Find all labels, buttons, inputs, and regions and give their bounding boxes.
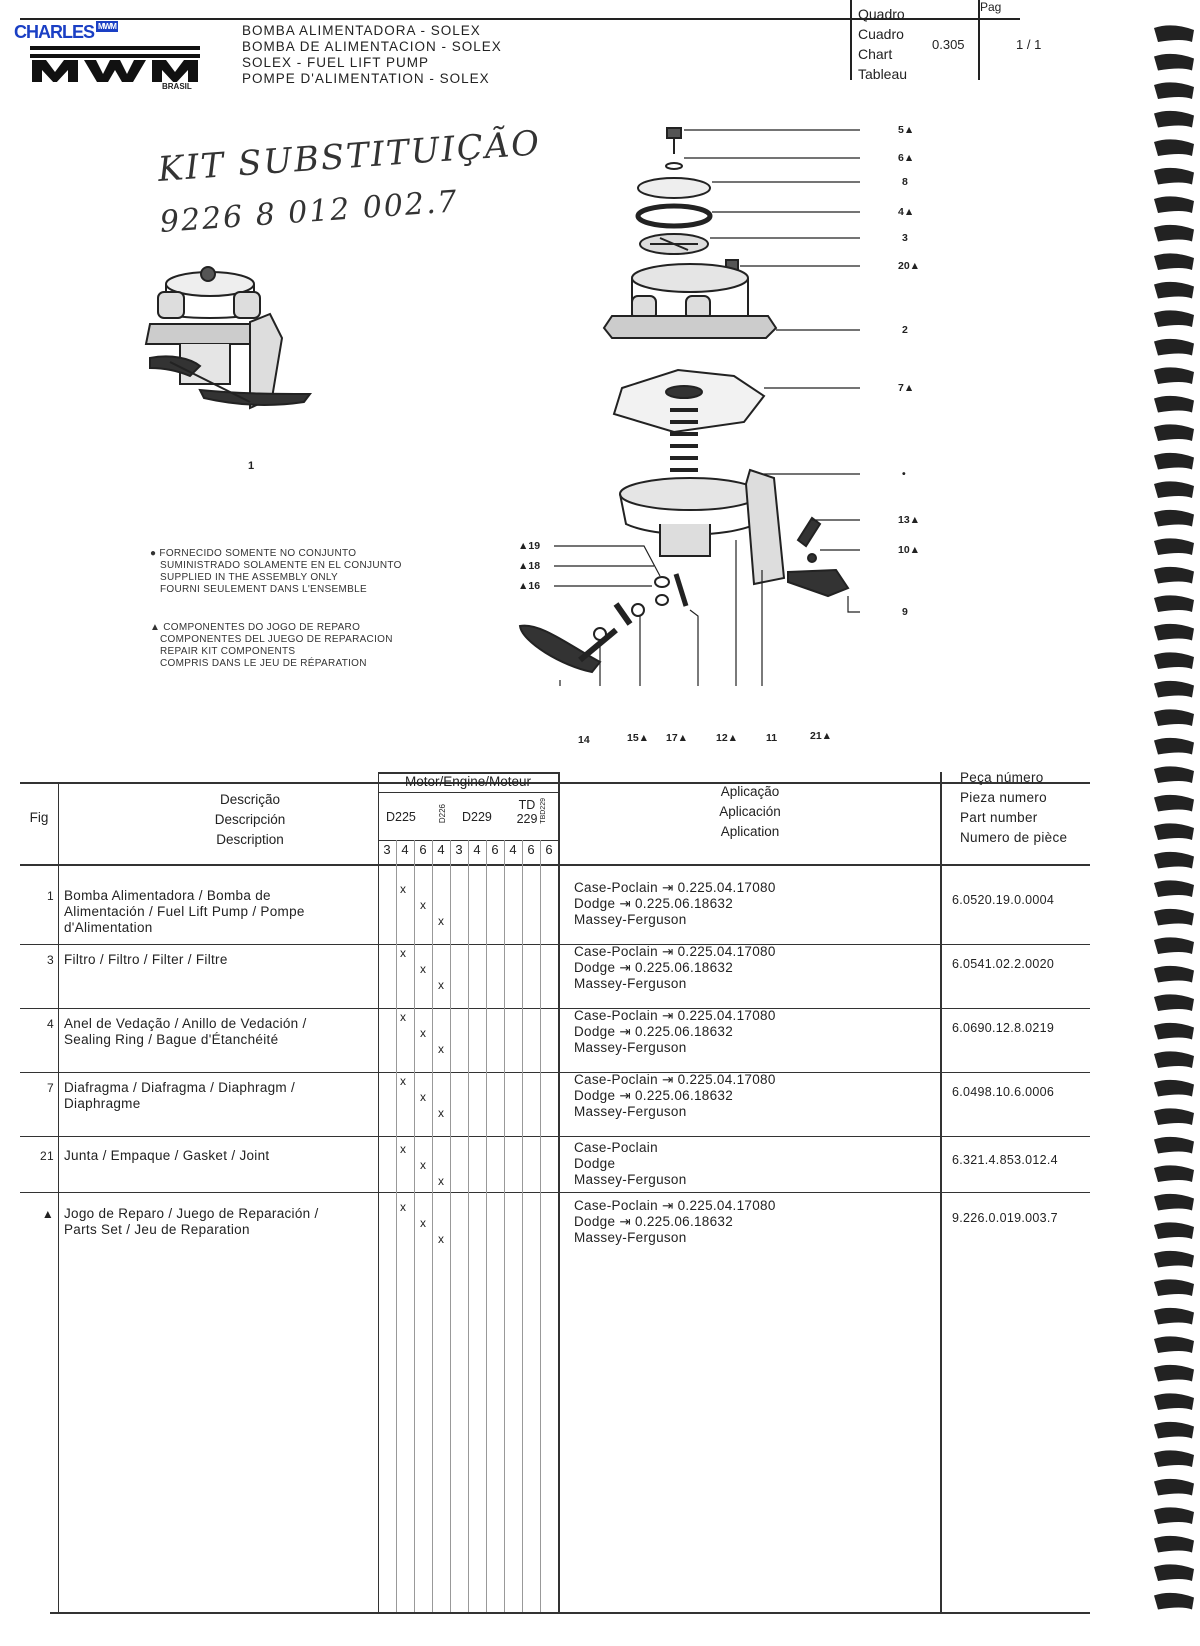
cylinder-count: 3 bbox=[455, 842, 463, 857]
doc-title-es: BOMBA DE ALIMENTACION - SOLEX bbox=[242, 39, 502, 54]
callout-12: 12▲ bbox=[716, 732, 739, 744]
handwritten-note: KIT SUBSTITUIÇÃO bbox=[156, 123, 543, 190]
row-part-number: 6.0520.19.0.0004 bbox=[952, 893, 1055, 907]
cylinder-count: 4 bbox=[509, 842, 517, 857]
row-application: Case-Poclain ⇥ 0.225.04.17080 Dodge ⇥ 0.225.06.18632 Massey-Ferguson bbox=[574, 1072, 776, 1119]
logo-subtitle: BRASIL bbox=[162, 82, 192, 91]
chart-number: 0.305 bbox=[932, 37, 965, 52]
callout-11: 11 bbox=[766, 732, 778, 744]
chart-label: Tableau bbox=[858, 66, 908, 82]
spiral-binding bbox=[1148, 20, 1200, 1630]
cylinder-count: 6 bbox=[491, 842, 499, 857]
col-header-fig: Fig bbox=[29, 810, 49, 825]
applicability-mark: x bbox=[438, 1106, 444, 1120]
chart-label: Quadro bbox=[858, 6, 905, 22]
row-description: Diafragma / Diafragma / Diaphragm / Diaphragme bbox=[64, 1080, 296, 1111]
doc-title-pt: BOMBA ALIMENTADORA - SOLEX bbox=[242, 23, 481, 38]
cylinder-count: 6 bbox=[419, 842, 427, 857]
row-part-number: 6.321.4.853.012.4 bbox=[952, 1153, 1058, 1167]
row-description: Filtro / Filtro / Filter / Filtre bbox=[64, 952, 228, 967]
row-part-number: 6.0541.02.2.0020 bbox=[952, 957, 1055, 971]
row-part-number: 9.226.0.019.003.7 bbox=[952, 1211, 1058, 1225]
row-part-number: 6.0498.10.6.0006 bbox=[952, 1085, 1055, 1099]
callout-dot: • bbox=[902, 468, 906, 480]
callout-7: 7▲ bbox=[898, 382, 915, 394]
applicability-mark: x bbox=[420, 1090, 426, 1104]
applicability-mark: x bbox=[400, 946, 406, 960]
applicability-mark: x bbox=[438, 978, 444, 992]
col-header-description: Descrição Descripción Description bbox=[214, 792, 286, 847]
chart-label: Chart bbox=[858, 46, 893, 62]
row-application: Case-Poclain ⇥ 0.225.04.17080 Dodge ⇥ 0.225.06.18632 Massey-Ferguson bbox=[574, 1008, 776, 1055]
callout-9: 9 bbox=[902, 606, 908, 618]
callout-19: ▲19 bbox=[518, 540, 541, 552]
col-header-application: Aplicação Aplicación Aplication bbox=[719, 784, 781, 839]
row-fig: ▲ bbox=[41, 1207, 54, 1221]
cylinder-count: 4 bbox=[401, 842, 409, 857]
applicability-mark: x bbox=[400, 882, 406, 896]
callout-3: 3 bbox=[902, 232, 908, 244]
callout-8: 8 bbox=[902, 176, 908, 188]
row-part-number: 6.0690.12.8.0219 bbox=[952, 1021, 1055, 1035]
cylinder-count: 6 bbox=[545, 842, 553, 857]
applicability-mark: x bbox=[438, 1042, 444, 1056]
row-description: Jogo de Reparo / Juego de Reparación / Parts Set / Jeu de Reparation bbox=[64, 1206, 319, 1237]
cylinder-counts bbox=[378, 842, 558, 864]
callout-21: 21▲ bbox=[810, 730, 833, 742]
applicability-mark: x bbox=[438, 914, 444, 928]
exploded-view-diagram bbox=[500, 120, 930, 740]
callout-6: 6▲ bbox=[898, 152, 915, 164]
col-header-part-number: Peça número Pieza numero Part number Numero de pièce bbox=[960, 770, 1068, 845]
row-fig: 7 bbox=[47, 1081, 54, 1095]
row-fig: 3 bbox=[47, 953, 54, 967]
engine-models: D225 D226 D229 TD 229 TBD229 bbox=[386, 798, 547, 826]
applicability-mark: x bbox=[420, 962, 426, 976]
page-number: 1 / 1 bbox=[1016, 37, 1042, 52]
applicability-mark: x bbox=[420, 1026, 426, 1040]
callout-2: 2 bbox=[902, 324, 908, 336]
col-header-engine: Motor/Engine/Moteur bbox=[404, 774, 532, 789]
row-description: Anel de Vedação / Anillo de Vedación / Sealing Ring / Bague d'Étanchéité bbox=[64, 1016, 307, 1047]
applicability-mark: x bbox=[438, 1174, 444, 1188]
row-application: Case-Poclain Dodge Massey-Ferguson bbox=[574, 1140, 687, 1187]
callout-5: 5▲ bbox=[898, 124, 915, 136]
row-application: Case-Poclain ⇥ 0.225.04.17080 Dodge ⇥ 0.225.06.18632 Massey-Ferguson bbox=[574, 880, 776, 927]
chart-label: Cuadro bbox=[858, 26, 904, 42]
applicability-mark: x bbox=[420, 898, 426, 912]
row-application: Case-Poclain ⇥ 0.225.04.17080 Dodge ⇥ 0.225.06.18632 Massey-Ferguson bbox=[574, 944, 776, 991]
row-description: Junta / Empaque / Gasket / Joint bbox=[64, 1148, 270, 1163]
pump-assembly-illustration bbox=[140, 262, 320, 462]
applicability-mark: x bbox=[420, 1158, 426, 1172]
cylinder-count: 4 bbox=[473, 842, 481, 857]
page-label: Pag bbox=[980, 0, 1002, 14]
screw-part bbox=[667, 128, 681, 138]
applicability-mark: x bbox=[400, 1010, 406, 1024]
legend-repair-kit: ▲ COMPONENTES DO JOGO DE REPARO COMPONENTES DEL JUEGO DE REPARACION REPAIR KIT COMPONENTS COMPRIS DANS LE JEU DE RÉPARATION bbox=[150, 622, 393, 669]
callout-15: 15▲ bbox=[627, 732, 650, 744]
applicability-mark: x bbox=[400, 1200, 406, 1214]
brand-stamp: CHARLES $^{MWM}$ bbox=[14, 22, 116, 42]
cylinder-count: 6 bbox=[527, 842, 535, 857]
cylinder-count: 4 bbox=[437, 842, 445, 857]
row-fig: 1 bbox=[47, 889, 54, 903]
assembly-callout: 1 bbox=[248, 460, 255, 472]
callout-14: 14 bbox=[578, 734, 590, 746]
header-divider bbox=[850, 0, 852, 80]
row-fig: 4 bbox=[47, 1017, 54, 1031]
legend-assembly-only: ● FORNECIDO SOMENTE NO CONJUNTO SUMINISTRADO SOLAMENTE EN EL CONJUNTO SUPPLIED IN THE ASSEMBLY ONLY FOURNI SEULEMENT DANS L'ENSEMBLE bbox=[150, 548, 402, 595]
row-description: Bomba Alimentadora / Bomba de Alimentación / Fuel Lift Pump / Pompe d'Alimentation bbox=[64, 888, 305, 935]
row-fig: 21 bbox=[40, 1149, 54, 1163]
callout-4: 4▲ bbox=[898, 206, 915, 218]
callout-10: 10▲ bbox=[898, 544, 921, 556]
mwm-logo bbox=[30, 46, 200, 82]
row-application: Case-Poclain ⇥ 0.225.04.17080 Dodge ⇥ 0.225.06.18632 Massey-Ferguson bbox=[574, 1198, 776, 1245]
doc-title-fr: POMPE D'ALIMENTATION - SOLEX bbox=[242, 71, 490, 86]
doc-title-en: SOLEX - FUEL LIFT PUMP bbox=[242, 55, 430, 70]
applicability-mark: x bbox=[420, 1216, 426, 1230]
callout-18: ▲18 bbox=[518, 560, 541, 572]
callout-20: 20▲ bbox=[898, 260, 921, 272]
cylinder-count: 3 bbox=[383, 842, 391, 857]
applicability-mark: x bbox=[400, 1142, 406, 1156]
applicability-mark: x bbox=[438, 1232, 444, 1246]
applicability-mark: x bbox=[400, 1074, 406, 1088]
callout-17: 17▲ bbox=[666, 732, 689, 744]
callout-13: 13▲ bbox=[898, 514, 921, 526]
callout-16: ▲16 bbox=[518, 580, 541, 592]
handwritten-part-number: 9226 8 012 002.7 bbox=[158, 184, 460, 240]
